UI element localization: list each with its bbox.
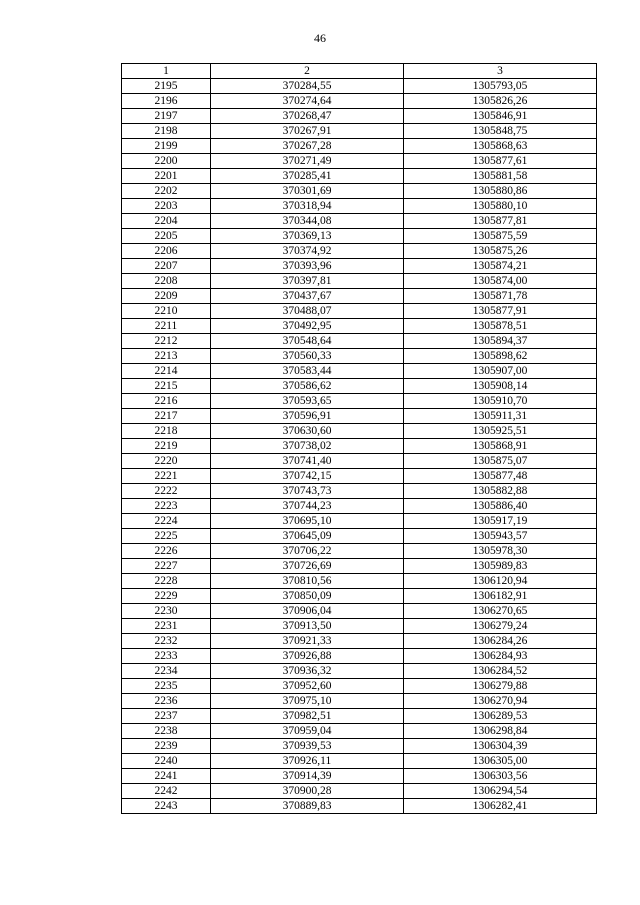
- y-coordinate-cell: 1305911,31: [404, 409, 597, 424]
- x-coordinate-cell: 370810,56: [211, 574, 404, 589]
- point-number-cell: 2216: [122, 394, 211, 409]
- table-row: [122, 469, 597, 484]
- x-coordinate-cell: 370914,39: [211, 769, 404, 784]
- x-coordinate-cell: 370889,83: [211, 799, 404, 814]
- point-number-cell: 2218: [122, 424, 211, 439]
- table-body: [122, 79, 597, 814]
- point-number-cell: 2219: [122, 439, 211, 454]
- y-coordinate-cell: 1306298,84: [404, 724, 597, 739]
- x-coordinate-cell: 370926,88: [211, 649, 404, 664]
- x-coordinate-cell: 370939,53: [211, 739, 404, 754]
- x-coordinate-cell: 370284,55: [211, 79, 404, 94]
- point-number-cell: 2232: [122, 634, 211, 649]
- y-coordinate-cell: 1305908,14: [404, 379, 597, 394]
- x-coordinate-cell: 370268,47: [211, 109, 404, 124]
- table-row: [122, 634, 597, 649]
- y-coordinate-cell: 1305880,86: [404, 184, 597, 199]
- table-row: [122, 214, 597, 229]
- y-coordinate-cell: 1305910,70: [404, 394, 597, 409]
- y-coordinate-cell: 1305877,61: [404, 154, 597, 169]
- y-coordinate-cell: 1305793,05: [404, 79, 597, 94]
- table-row: [122, 499, 597, 514]
- x-coordinate-cell: 370374,92: [211, 244, 404, 259]
- y-coordinate-cell: 1305989,83: [404, 559, 597, 574]
- y-coordinate-cell: 1305880,10: [404, 199, 597, 214]
- point-number-cell: 2214: [122, 364, 211, 379]
- table-row: [122, 79, 597, 94]
- table-row: [122, 589, 597, 604]
- table-row: [122, 184, 597, 199]
- x-coordinate-cell: 370267,28: [211, 139, 404, 154]
- x-coordinate-cell: 370952,60: [211, 679, 404, 694]
- x-coordinate-cell: 370596,91: [211, 409, 404, 424]
- y-coordinate-cell: 1305846,91: [404, 109, 597, 124]
- table-row: [122, 559, 597, 574]
- y-coordinate-cell: 1306304,39: [404, 739, 597, 754]
- x-coordinate-cell: 370586,62: [211, 379, 404, 394]
- point-number-cell: 2202: [122, 184, 211, 199]
- table-row: [122, 664, 597, 679]
- point-number-cell: 2206: [122, 244, 211, 259]
- point-number-cell: 2212: [122, 334, 211, 349]
- y-coordinate-cell: 1305871,78: [404, 289, 597, 304]
- coordinates-table: [121, 63, 597, 814]
- point-number-cell: 2197: [122, 109, 211, 124]
- table-row: [122, 604, 597, 619]
- x-coordinate-cell: 370645,09: [211, 529, 404, 544]
- point-number-cell: 2222: [122, 484, 211, 499]
- y-coordinate-cell: 1306284,26: [404, 634, 597, 649]
- table-row: [122, 349, 597, 364]
- y-coordinate-cell: 1305877,81: [404, 214, 597, 229]
- table-row: [122, 319, 597, 334]
- x-coordinate-cell: 370492,95: [211, 319, 404, 334]
- x-coordinate-cell: 370738,02: [211, 439, 404, 454]
- point-number-cell: 2223: [122, 499, 211, 514]
- table-row: [122, 109, 597, 124]
- table-row: [122, 484, 597, 499]
- x-coordinate-cell: 370850,09: [211, 589, 404, 604]
- table-row: [122, 649, 597, 664]
- table-row: [122, 769, 597, 784]
- point-number-cell: 2196: [122, 94, 211, 109]
- table-row: [122, 139, 597, 154]
- y-coordinate-cell: 1305875,26: [404, 244, 597, 259]
- x-coordinate-cell: 370369,13: [211, 229, 404, 244]
- table-row: [122, 679, 597, 694]
- y-coordinate-cell: 1306279,24: [404, 619, 597, 634]
- point-number-cell: 2200: [122, 154, 211, 169]
- x-coordinate-cell: 370900,28: [211, 784, 404, 799]
- y-coordinate-cell: 1306303,56: [404, 769, 597, 784]
- point-number-cell: 2199: [122, 139, 211, 154]
- x-coordinate-cell: 370982,51: [211, 709, 404, 724]
- point-number-cell: 2234: [122, 664, 211, 679]
- y-coordinate-cell: 1306270,94: [404, 694, 597, 709]
- x-coordinate-cell: 370344,08: [211, 214, 404, 229]
- table-row: [122, 754, 597, 769]
- point-number-cell: 2204: [122, 214, 211, 229]
- y-coordinate-cell: 1305875,07: [404, 454, 597, 469]
- x-coordinate-cell: 370906,04: [211, 604, 404, 619]
- y-coordinate-cell: 1306294,54: [404, 784, 597, 799]
- point-number-cell: 2236: [122, 694, 211, 709]
- table-row: [122, 124, 597, 139]
- table-row: [122, 424, 597, 439]
- y-coordinate-cell: 1305875,59: [404, 229, 597, 244]
- table-row: [122, 259, 597, 274]
- table-row: [122, 334, 597, 349]
- point-number-cell: 2221: [122, 469, 211, 484]
- table-row: [122, 94, 597, 109]
- table-header-row: [122, 64, 597, 79]
- point-number-cell: 2209: [122, 289, 211, 304]
- x-coordinate-cell: 370560,33: [211, 349, 404, 364]
- column-header-1: 1: [122, 64, 211, 79]
- table-row: [122, 244, 597, 259]
- table-row: [122, 619, 597, 634]
- y-coordinate-cell: 1306284,93: [404, 649, 597, 664]
- point-number-cell: 2241: [122, 769, 211, 784]
- y-coordinate-cell: 1306279,88: [404, 679, 597, 694]
- table-row: [122, 199, 597, 214]
- table-row: [122, 364, 597, 379]
- x-coordinate-cell: 370630,60: [211, 424, 404, 439]
- table-row: [122, 739, 597, 754]
- x-coordinate-cell: 370695,10: [211, 514, 404, 529]
- x-coordinate-cell: 370959,04: [211, 724, 404, 739]
- x-coordinate-cell: 370742,15: [211, 469, 404, 484]
- y-coordinate-cell: 1306282,41: [404, 799, 597, 814]
- point-number-cell: 2229: [122, 589, 211, 604]
- y-coordinate-cell: 1305826,26: [404, 94, 597, 109]
- x-coordinate-cell: 370593,65: [211, 394, 404, 409]
- point-number-cell: 2228: [122, 574, 211, 589]
- point-number-cell: 2235: [122, 679, 211, 694]
- x-coordinate-cell: 370921,33: [211, 634, 404, 649]
- y-coordinate-cell: 1305877,48: [404, 469, 597, 484]
- point-number-cell: 2225: [122, 529, 211, 544]
- y-coordinate-cell: 1305881,58: [404, 169, 597, 184]
- x-coordinate-cell: 370274,64: [211, 94, 404, 109]
- table-row: [122, 154, 597, 169]
- point-number-cell: 2211: [122, 319, 211, 334]
- y-coordinate-cell: 1305848,75: [404, 124, 597, 139]
- y-coordinate-cell: 1305886,40: [404, 499, 597, 514]
- y-coordinate-cell: 1305894,37: [404, 334, 597, 349]
- table-row: [122, 724, 597, 739]
- point-number-cell: 2231: [122, 619, 211, 634]
- y-coordinate-cell: 1305878,51: [404, 319, 597, 334]
- column-header-2: 2: [211, 64, 404, 79]
- y-coordinate-cell: 1305978,30: [404, 544, 597, 559]
- y-coordinate-cell: 1306120,94: [404, 574, 597, 589]
- point-number-cell: 2205: [122, 229, 211, 244]
- table-row: [122, 799, 597, 814]
- point-number-cell: 2240: [122, 754, 211, 769]
- point-number-cell: 2207: [122, 259, 211, 274]
- table-row: [122, 529, 597, 544]
- column-header-3: 3: [404, 64, 597, 79]
- x-coordinate-cell: 370267,91: [211, 124, 404, 139]
- x-coordinate-cell: 370975,10: [211, 694, 404, 709]
- point-number-cell: 2198: [122, 124, 211, 139]
- x-coordinate-cell: 370271,49: [211, 154, 404, 169]
- y-coordinate-cell: 1305907,00: [404, 364, 597, 379]
- x-coordinate-cell: 370583,44: [211, 364, 404, 379]
- y-coordinate-cell: 1305877,91: [404, 304, 597, 319]
- point-number-cell: 2195: [122, 79, 211, 94]
- table-row: [122, 709, 597, 724]
- point-number-cell: 2243: [122, 799, 211, 814]
- point-number-cell: 2239: [122, 739, 211, 754]
- point-number-cell: 2233: [122, 649, 211, 664]
- x-coordinate-cell: 370936,32: [211, 664, 404, 679]
- table-row: [122, 274, 597, 289]
- point-number-cell: 2210: [122, 304, 211, 319]
- point-number-cell: 2217: [122, 409, 211, 424]
- point-number-cell: 2224: [122, 514, 211, 529]
- table-row: [122, 379, 597, 394]
- y-coordinate-cell: 1305868,91: [404, 439, 597, 454]
- x-coordinate-cell: 370393,96: [211, 259, 404, 274]
- point-number-cell: 2213: [122, 349, 211, 364]
- x-coordinate-cell: 370726,69: [211, 559, 404, 574]
- table-row: [122, 454, 597, 469]
- x-coordinate-cell: 370301,69: [211, 184, 404, 199]
- table-row: [122, 304, 597, 319]
- point-number-cell: 2201: [122, 169, 211, 184]
- point-number-cell: 2226: [122, 544, 211, 559]
- point-number-cell: 2230: [122, 604, 211, 619]
- x-coordinate-cell: 370913,50: [211, 619, 404, 634]
- x-coordinate-cell: 370488,07: [211, 304, 404, 319]
- x-coordinate-cell: 370285,41: [211, 169, 404, 184]
- table-row: [122, 694, 597, 709]
- y-coordinate-cell: 1305898,62: [404, 349, 597, 364]
- x-coordinate-cell: 370548,64: [211, 334, 404, 349]
- point-number-cell: 2215: [122, 379, 211, 394]
- point-number-cell: 2203: [122, 199, 211, 214]
- y-coordinate-cell: 1305925,51: [404, 424, 597, 439]
- x-coordinate-cell: 370437,67: [211, 289, 404, 304]
- x-coordinate-cell: 370926,11: [211, 754, 404, 769]
- x-coordinate-cell: 370744,23: [211, 499, 404, 514]
- y-coordinate-cell: 1306270,65: [404, 604, 597, 619]
- point-number-cell: 2237: [122, 709, 211, 724]
- table-row: [122, 439, 597, 454]
- point-number-cell: 2220: [122, 454, 211, 469]
- table-row: [122, 784, 597, 799]
- y-coordinate-cell: 1306182,91: [404, 589, 597, 604]
- x-coordinate-cell: 370318,94: [211, 199, 404, 214]
- page-number: 46: [314, 31, 326, 45]
- point-number-cell: 2227: [122, 559, 211, 574]
- x-coordinate-cell: 370706,22: [211, 544, 404, 559]
- table-row: [122, 394, 597, 409]
- point-number-cell: 2208: [122, 274, 211, 289]
- point-number-cell: 2238: [122, 724, 211, 739]
- table-row: [122, 514, 597, 529]
- y-coordinate-cell: 1306284,52: [404, 664, 597, 679]
- y-coordinate-cell: 1305868,63: [404, 139, 597, 154]
- table-row: [122, 169, 597, 184]
- table-row: [122, 544, 597, 559]
- table-row: [122, 409, 597, 424]
- y-coordinate-cell: 1305917,19: [404, 514, 597, 529]
- y-coordinate-cell: 1305874,21: [404, 259, 597, 274]
- table-row: [122, 229, 597, 244]
- y-coordinate-cell: 1305943,57: [404, 529, 597, 544]
- y-coordinate-cell: 1306289,53: [404, 709, 597, 724]
- y-coordinate-cell: 1306305,00: [404, 754, 597, 769]
- table-row: [122, 289, 597, 304]
- y-coordinate-cell: 1305882,88: [404, 484, 597, 499]
- x-coordinate-cell: 370741,40: [211, 454, 404, 469]
- x-coordinate-cell: 370397,81: [211, 274, 404, 289]
- point-number-cell: 2242: [122, 784, 211, 799]
- table-row: [122, 574, 597, 589]
- y-coordinate-cell: 1305874,00: [404, 274, 597, 289]
- x-coordinate-cell: 370743,73: [211, 484, 404, 499]
